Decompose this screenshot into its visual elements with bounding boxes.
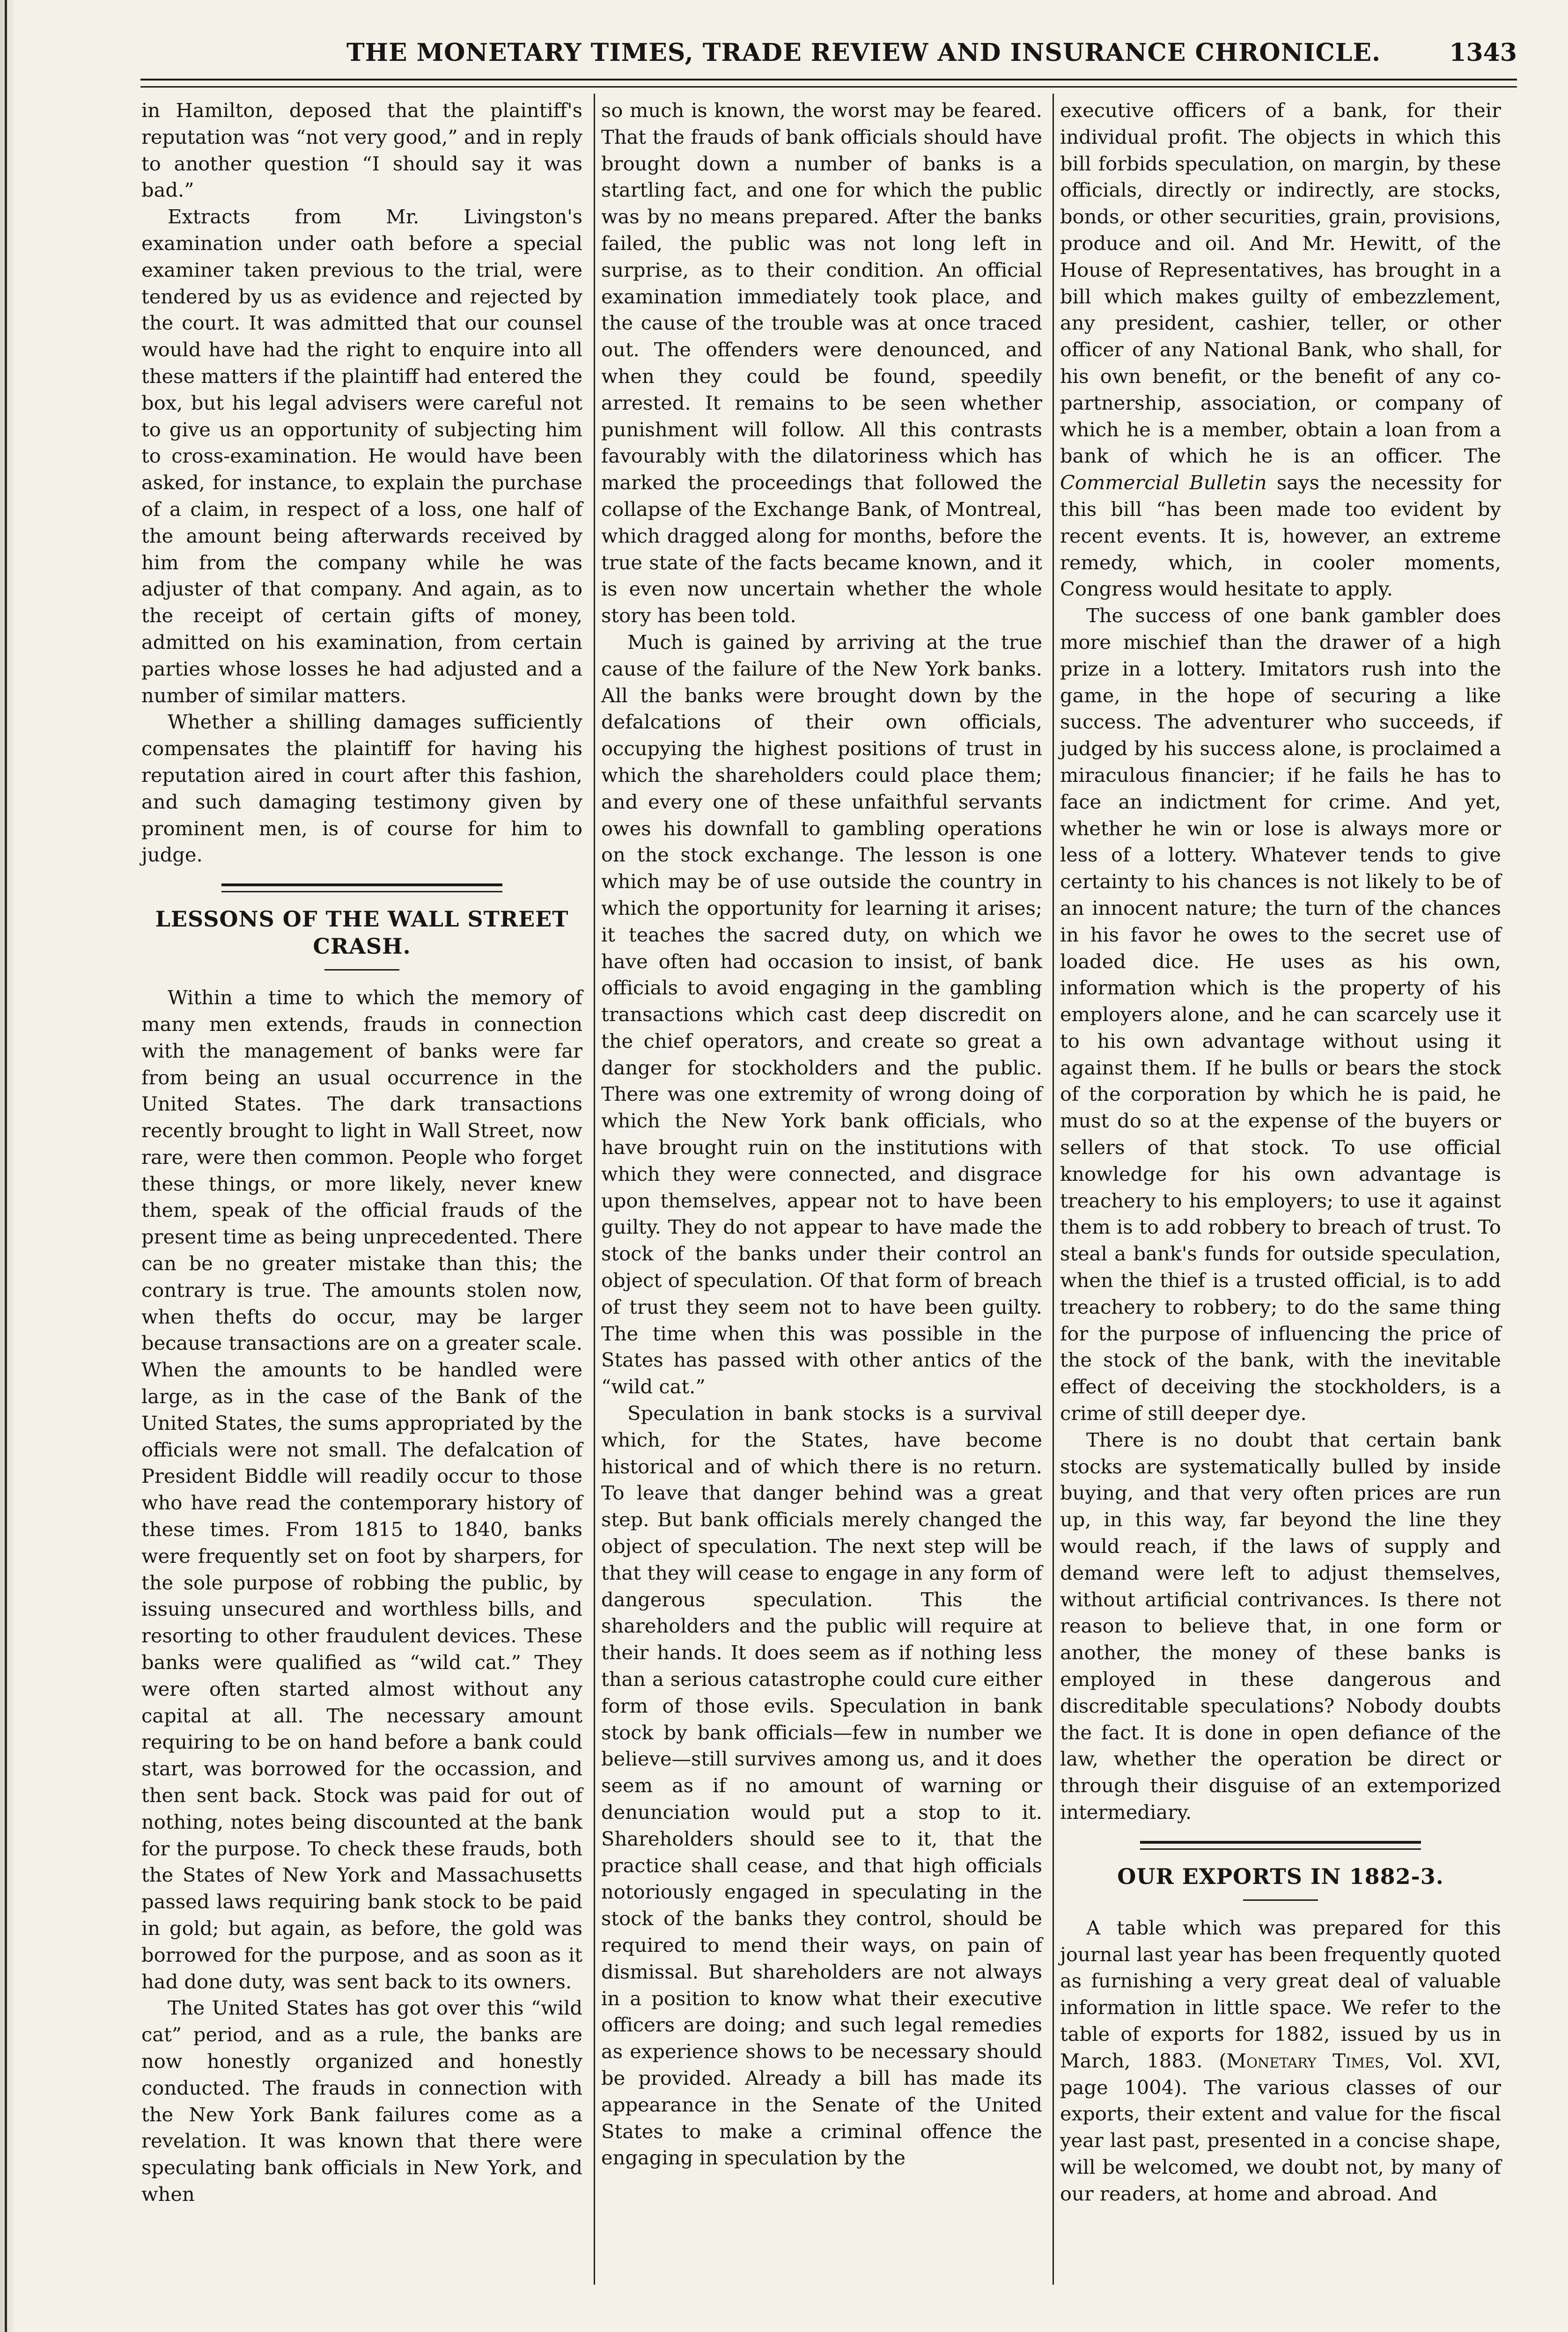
column-3 xyxy=(1060,97,1501,2298)
publication-name: Commercial Bulletin xyxy=(1060,471,1267,494)
section-divider xyxy=(1140,1841,1421,1850)
article-heading: LESSONS OF THE WALL STREET CRASH. xyxy=(155,906,569,959)
paragraph: Within a time to which the memory of many men extends, frauds in connection with the management of banks were far from being an usual occurrence in the United States. The dark transactions recently brought to light in Wall Street, now rare, were then common. People who forget these things, or more likely, never knew them, speak of the official frauds of the present time as being unprecedented. There can be no greater mistake than this; the contrary is true. The amounts stolen now, when thefts do occur, may be larger because transactions are on a greater scale. When the amounts to be handled were large, as in the case of the Bank of the United States, the sums appropriated by the officials were not small. The defalcation of President Biddle will readily occur to those who have read the contemporary history of these times. From 1815 to 1840, banks were frequently set on foot by sharpers, for the sole purpose of robbing the public, by issuing unsecured and worthless bills, and resorting to other fraudulent devices. These banks were qualified as “wild cat.” They were often started almost without any capital at all. The necessary amount requiring to be on hand before a bank could start, was borrowed for the occassion, and then sent back. Stock was paid for out of nothing, notes being discounted at the bank for the purpose. To check these frauds, both the States of New York and Massachusetts passed laws requiring bank stock to be paid in gold; but again, as before, the gold was borrowed for the purpose, and as soon as it had done duty, was sent back to its owners. xyxy=(141,986,582,1993)
article-heading: OUR EXPORTS IN 1882-3. xyxy=(1117,1863,1444,1889)
paragraph: Speculation in bank stocks is a survival which, for the States, have become historical and of which there is no return. To leave that danger behind was a great step. But bank officials merely changed the object of speculation. The next step will be that they will cease to engage in any form of dangerous speculation. This the shareholders and the public will require at their hands. It does seem as if nothing less than a serious catastrophe could cure either form of those evils. Speculation in bank stock by bank officials—few in number we believe—still survives among us, and it does seem as if no amount of warning or denunciation would put a stop to it. Shareholders should see to it, that the practice shall cease, and that high officials notoriously engaged in speculating in the stock of the banks they control, should be required to mend their ways, on pain of dismissal. But shareholders are not always in a position to know what their executive officers are doing; and such legal remedies as experience shows to be necessary should be provided. Already a bill has made its appearance in the Senate of the United States to make a criminal offence the engaging in speculation by the xyxy=(601,1402,1042,2170)
paragraph: There is no doubt that certain bank stocks are systematically bulled by inside buying, and that very often prices are run up, in this way, far beyond the line they would reach, if the laws of supply and demand were left to adjust themselves, without artificial contrivances. Is there not reason to believe that, in one form or another, the money of these banks is employed in these dangerous and discreditable speculations? Nobody doubts the fact. It is done in open defiance of the law, whether the operation be direct or through their disguise of an extemporized intermediary. xyxy=(1060,1428,1501,1824)
paragraph: Much is gained by arriving at the true cause of the failure of the New York banks. All the banks were brought down by the defalcations of their own officials, occupying the highest positions of trust in which the shareholders could place them; and every one of these unfaithful servants owes his downfall to gambling operations on the stock exchange. The lesson is one which may be of use outside the country in which the opportunity for learning it arises; it teaches the sacred duty, on which we have often had occasion to insist, of bank officials to avoid engaging in the gambling transactions which cast deep discredit on the chief operators, and create so great a danger for stockholders and the public. There was one extremity of wrong doing of which the New York bank officials, who have brought ruin on the institutions with which they were connected, and disgrace upon themselves, appear not to have been guilty. They do not appear to have made the stock of the banks under their control an object of speculation. Of that form of breach of trust they seem not to have been guilty. The time when this was possible in the States has passed with other antics of the “wild cat.” xyxy=(601,630,1042,1398)
paragraph xyxy=(1060,1915,1501,2207)
page-binding-edge xyxy=(0,0,16,2332)
binding-line xyxy=(5,0,7,2332)
column-rule xyxy=(594,94,595,2285)
paragraph: The United States has got over this “wild cat” period, and as a rule, the banks are now honestly organized and honestly conducted. The frauds in connection with the New York Bank failures come as a revelation. It was known that there were speculating bank officials in New York, and when xyxy=(141,1996,582,2206)
heading-rule xyxy=(324,969,399,971)
paragraph: so much is known, the worst may be feared. That the frauds of bank officials should have brought down a number of banks is a startling fact, and one for which the public was by no means prepared. After the banks failed, the public was not long left in surprise, as to their condition. An official examination immediately took place, and the cause of the trouble was at once traced out. The offenders were denounced, and when they could be found, speedily arrested. It remains to be seen whether punishment will follow. All this contrasts favourably with the dilatoriness which has marked the proceedings that followed the collapse of the Exchange Bank, of Montreal, which dragged along for months, before the true state of the facts became known, and it is even now uncertain whether the whole story has been told. xyxy=(601,99,1042,627)
paragraph: in Hamilton, deposed that the plaintiff's reputation was “not very good,” and in reply to another question “I should say it was bad.” xyxy=(141,99,582,202)
page-number: 1343 xyxy=(1449,38,1517,67)
paragraph: The success of one bank gambler does more mischief than the drawer of a high prize in a lottery. Imitators rush into the game, in the hope of securing a like success. The adventurer who succeeds, if judged by his success alone, is proclaimed a miraculous financier; if he fails he has to face an indictment for crime. And yet, whether he win or lose is always more or less of a lottery. Whatever tends to give certainty to his chances is not likely to be of an innocent nature; the turn of the chances in his favor he owes to the secret use of loaded dice. He uses as his own, information which is the property of his employers alone, and he can scarcely use it to his own advantage without using it against them. If he bulls or bears the stock of the corporation by which he is paid, he must do so at the expense of the buyers or sellers of that stock. To use official knowledge for his own advantage is treachery to his employers; to use it against them is to add robbery to breach of trust. To steal a bank's funds for outside speculation, when the thief is a trusted official, is to add treachery to robbery; to do the same thing for the purpose of influencing the price of the stock of the bank, with the inevitable effect of deceiving the stockholders, is a crime of still deeper dye. xyxy=(1060,604,1501,1425)
paragraph-text: says the necessity for this bill “has been made too evident by recent events. It is, however, an extreme remedy, which, in cooler moments, Congress would hesitate to apply. xyxy=(1060,471,1501,601)
header-title: THE MONETARY TIMES, TRADE REVIEW AND INSURANCE CHRONICLE. xyxy=(346,38,1381,67)
column-1 xyxy=(141,97,582,2298)
paragraph: Whether a shilling damages sufficiently compensates the plaintiff for having his reputation aired in court after this fashion, and such damaging testimony given by prominent men, is of course for him to judge. xyxy=(141,710,582,867)
publication-name: Monetary Times xyxy=(1226,2049,1384,2072)
section-divider xyxy=(221,883,502,892)
header-rule xyxy=(140,79,1517,88)
paragraph-text: A table which was prepared for this journal last year has been frequently quoted as furnishing a very great deal of valuable information in little space. We refer to the table of exports for 1882, issued by us in March, 1883. ( xyxy=(1060,1916,1501,2072)
column-2 xyxy=(601,97,1042,2298)
page-header xyxy=(140,38,1517,76)
paragraph xyxy=(1060,97,1501,603)
paragraph-text: executive officers of a bank, for their individual profit. The objects in which this bill forbids speculation, on margin, by these officials, directly or indirectly, are stocks, bonds, or other securities, grain, provisions, produce and oil. And Mr. Hewitt, of the House of Representatives, has brought in a bill which makes guilty of embezzlement, any president, cashier, teller, or other officer of any National Bank, who shall, for his own benefit, or the benefit of any co-partnership, association, or company of which he is a member, obtain a loan from a bank of which he is an officer. The xyxy=(1060,99,1501,468)
column-rule xyxy=(1053,94,1054,2285)
paragraph-text: , Vol. XVI, page 1004). The various classes of our exports, their extent and value for the fiscal year last past, presented in a concise shape, will be welcomed, we doubt not, by many of our readers, at home and abroad. And xyxy=(1060,2049,1501,2205)
paragraph: Extracts from Mr. Livingston's examination under oath before a special examiner taken previous to the trial, were tendered by us as evidence and rejected by the court. It was admitted that our counsel would have had the right to enquire into all these matters if the plaintiff had entered the box, but his legal advisers were careful not to give us an opportunity of subjecting him to cross-examination. He would have been asked, for instance, to explain the purchase of a claim, in respect of a loss, one half of the amount being afterwards received by him from the company while he was adjuster of that company. And again, as to the receipt of certain gifts of money, admitted on his examination, from certain parties whose losses he had adjusted and a number of similar matters. xyxy=(141,205,582,707)
heading-rule xyxy=(1243,1899,1318,1901)
